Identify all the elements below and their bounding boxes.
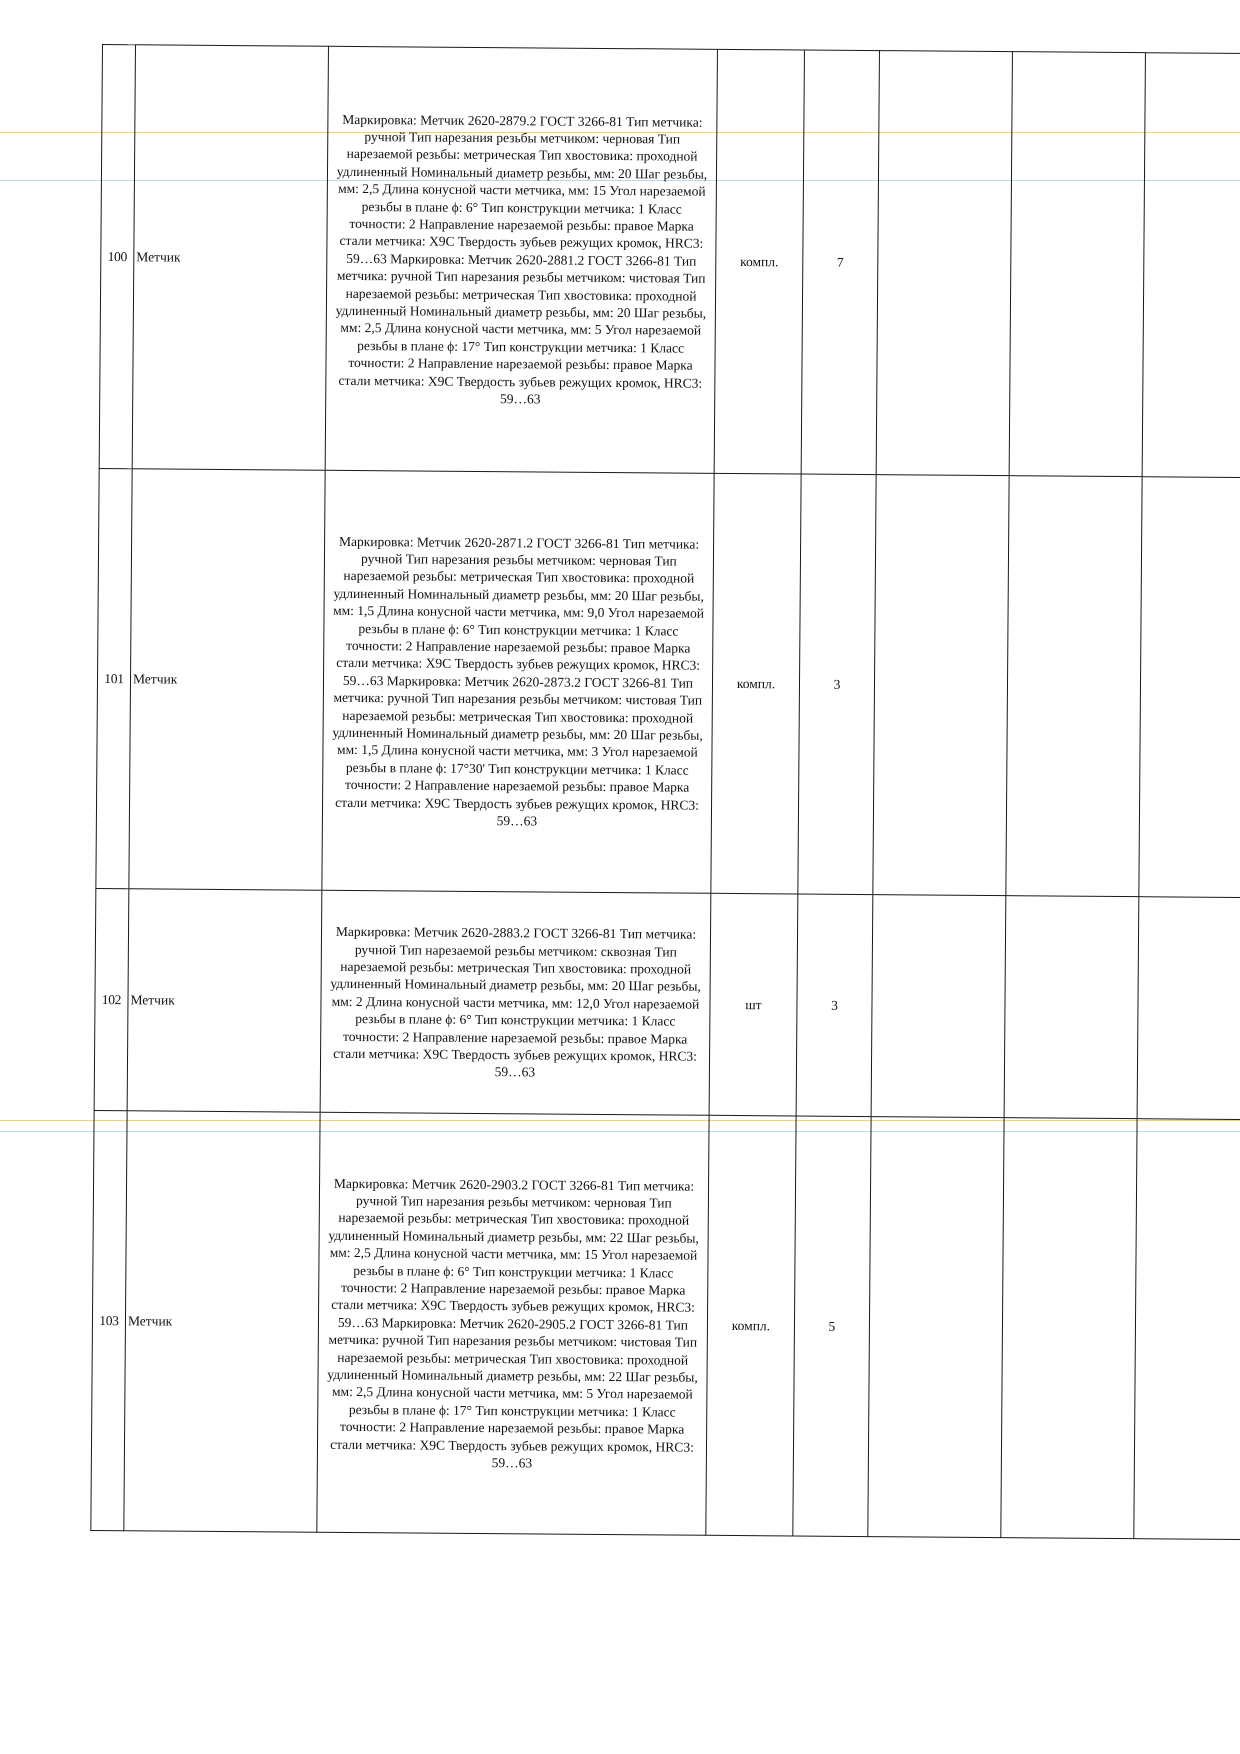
row-number: 102 — [101, 991, 122, 1007]
table-row — [94, 888, 1240, 1119]
table-row — [91, 1110, 1240, 1539]
empty-cell — [868, 1117, 1004, 1538]
row-number: 100 — [107, 248, 128, 264]
empty-cell — [1009, 52, 1145, 477]
row-number-cell — [94, 888, 129, 1110]
item-quantity: 3 — [798, 474, 876, 895]
item-unit: шт — [709, 893, 798, 1116]
row-number: 103 — [99, 1312, 119, 1328]
item-description: Маркировка: Метчик 2620-2871.2 ГОСТ 3266-81 Тип метчика: ручной Тип нарезания резьбы метчиком: черновая Тип нарезаемой резьбы: метрическая Тип хвостовика: проходной удлиненный Номинальный диаметр резьбы, мм: 20 Шаг резьбы, мм: 1,5 Длина конусной части метчика, мм: 9,0 Угол нарезаемой резьбы в плане ϕ: 6° Тип конструкции метчика: 1 Класс точности: 2 Направление нарезаемой резьбы: правое Марка стали метчика: Х9С Твердость зубьев режущих кромок, HRC3: 59…63 Маркировка: Метчик 2620-2873.2 ГОСТ 3266-81 Тип метчика: ручной Тип нарезания резьбы метчиком: чистовая Тип нарезаемой резьбы: метрическая Тип хвостовика: проходной удлиненный Номинальный диаметр резьбы, мм: 20 Шаг резьбы, мм: 1,5 Длина конусной части метчика, мм: 3 Угол нарезаемой резьбы в плане ϕ: 17°30' Тип конструкции метчика: 1 Класс точности: 2 Направление нарезаемой резьбы: правое Марка стали метчика: Х9С Твердость зубьев режущих кромок, HRC3: 59…63 — [322, 470, 714, 893]
empty-cell — [1001, 1118, 1137, 1539]
empty-cell — [876, 51, 1012, 476]
item-description: Маркировка: Метчик 2620-2879.2 ГОСТ 3266-81 Тип метчика: ручной Тип нарезания резьбы метчиком: черновая Тип нарезаемой резьбы: метрическая Тип хвостовика: проходной удлиненный Номинальный диаметр резьбы, мм: 20 Шаг резьбы, мм: 2,5 Длина конусной части метчика, мм: 15 Угол нарезаемой резьбы в плане ϕ: 6° Тип конструкции метчика: 1 Класс точности: 2 Направление нарезаемой резьбы: правое Марка стали метчика: Х9С Твердость зубьев режущих кромок, HRC3: 59…63 Маркировка: Метчик 2620-2881.2 ГОСТ 3266-81 Тип метчика: ручной Тип нарезания резьбы метчиком: чистовая Тип нарезаемой резьбы: метрическая Тип хвостовика: проходной удлиненный Номинальный диаметр резьбы, мм: 20 Шаг резьбы, мм: 2,5 Длина конусной части метчика, мм: 5 Угол нарезаемой резьбы в плане ϕ: 17° Тип конструкции метчика: 1 Класс точности: 2 Направление нарезаемой резьбы: правое Марка стали метчика: Х9С Твердость зубьев режущих кромок, HRC3: 59…63 — [325, 46, 717, 473]
item-quantity: 5 — [793, 1116, 871, 1537]
item-description: Маркировка: Метчик 2620-2883.2 ГОСТ 3266-81 Тип метчика: ручной Тип нарезаемой резьбы метчиком: сквозная Тип нарезаемой резьбы: метрическая Тип хвостовика: проходной удлиненный Номинальный диаметр резьбы, мм: 20 Шаг резьбы, мм: 2 Длина конусной части метчика, мм: 12,0 Угол нарезаемой резьбы в плане ϕ: 6° Тип конструкции метчика: 1 Класс точности: 2 Направление нарезаемой резьбы: правое Марка стали метчика: Х9С Твердость зубьев режущих кромок, HRC3: 59…63 — [320, 890, 711, 1115]
empty-cell — [1006, 476, 1142, 897]
item-unit: компл. — [706, 1115, 796, 1536]
item-quantity: 7 — [801, 50, 879, 475]
item-name: Метчик — [124, 1111, 320, 1533]
item-unit: компл. — [711, 473, 801, 894]
empty-cell — [1137, 897, 1240, 1120]
table-row — [96, 468, 1240, 897]
empty-cell — [1004, 896, 1139, 1119]
row-number: 101 — [104, 670, 124, 686]
empty-cell — [1139, 477, 1240, 898]
item-quantity: 3 — [796, 894, 873, 1117]
item-description: Маркировка: Метчик 2620-2903.2 ГОСТ 3266-81 Тип метчика: ручной Тип нарезания резьбы метчиком: черновая Тип нарезаемой резьбы: метрическая Тип хвостовика: проходной удлиненный Номинальный диаметр резьбы, мм: 22 Шаг резьбы, мм: 2,5 Длина конусной части метчика, мм: 15 Угол нарезаемой резьбы в плане ϕ: 6° Тип конструкции метчика: 1 Класс точности: 2 Направление нарезаемой резьбы: правое Марка стали метчика: Х9С Твердость зубьев режущих кромок, HRC3: 59…63 Маркировка: Метчик 2620-2905.2 ГОСТ 3266-81 Тип метчика: ручной Тип нарезания резьбы метчиком: чистовая Тип нарезаемой резьбы: метрическая Тип хвостовика: проходной удлиненный Номинальный диаметр резьбы, мм: 22 Шаг резьбы, мм: 2,5 Длина конусной части метчика, мм: 5 Угол нарезаемой резьбы в плане ϕ: 17° Тип конструкции метчика: 1 Класс точности: 2 Направление нарезаемой резьбы: правое Марка стали метчика: Х9С Твердость зубьев режущих кромок, HRC3: 59…63 — [317, 1112, 709, 1535]
empty-cell — [1134, 1119, 1240, 1540]
table-row — [99, 45, 1240, 478]
item-unit: компл. — [714, 49, 804, 474]
empty-cell — [873, 475, 1009, 896]
empty-cell — [1142, 53, 1240, 478]
row-number-cell — [91, 1110, 127, 1530]
empty-cell — [871, 895, 1006, 1118]
item-name: Метчик — [129, 469, 325, 891]
row-number-cell — [96, 468, 132, 888]
item-name: Метчик — [127, 889, 322, 1113]
row-number-cell — [99, 45, 135, 469]
item-name: Метчик — [132, 45, 328, 471]
specification-table — [90, 44, 1240, 1540]
